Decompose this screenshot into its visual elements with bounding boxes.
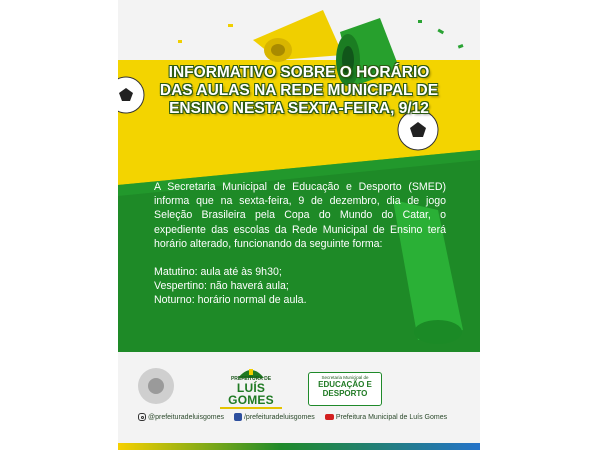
youtube-channel: Prefeitura Municipal de Luís Gomes (335, 413, 448, 421)
secretaria-logo (308, 372, 382, 406)
blurred-ball-icon (136, 366, 176, 406)
secretaria-small-text: Secretaria Municipal de (321, 375, 369, 380)
poster (118, 0, 480, 450)
soccer-ball-left-icon (118, 77, 144, 113)
footer (118, 352, 480, 450)
facebook-handle: /prefeituradeluisgomes (243, 413, 315, 421)
secretaria-line2: DESPORTO (322, 389, 368, 398)
facebook-icon (234, 413, 242, 421)
schedule-night: Noturno: horário normal de aula. (154, 294, 307, 307)
prefeitura-logo (216, 366, 286, 406)
announcement-paragraph: A Secretaria Municipal de Educação e Desporto (SMED) informa que na sexta-feira, 9 de dezembro, dia de jogo Seleção Brasileira pela Copa do Mundo do Catar, o expediente das escolas da Rede Municipal de Ensino terá horário alterado, funcionando da seguinte forma: (154, 181, 446, 250)
color-stripe (118, 443, 480, 450)
page-title: INFORMATIVO SOBRE O HORÁRIO DAS AULAS NA REDE MUNICIPAL DE ENSINO NESTA SEXTA-FEIRA, 9/12 (159, 64, 439, 117)
secretaria-line1: EDUCAÇÃO E (318, 380, 372, 389)
schedule-afternoon: Vespertino: não haverá aula; (154, 280, 289, 293)
youtube-link[interactable] (325, 414, 447, 421)
instagram-handle: @prefeituradeluisgomes (148, 413, 224, 421)
facebook-link[interactable] (234, 413, 315, 421)
schedule-morning: Matutino: aula até às 9h30; (154, 266, 282, 279)
social-links (138, 411, 468, 423)
instagram-icon (138, 413, 146, 421)
yellow-vuvuzela-icon (253, 10, 343, 62)
prefeitura-small-text: PREFEITURA DE (230, 376, 272, 382)
instagram-link[interactable] (138, 413, 224, 421)
announcement-body (154, 180, 446, 308)
prefeitura-name: LUÍS GOMES (228, 381, 274, 407)
youtube-icon (325, 414, 334, 420)
